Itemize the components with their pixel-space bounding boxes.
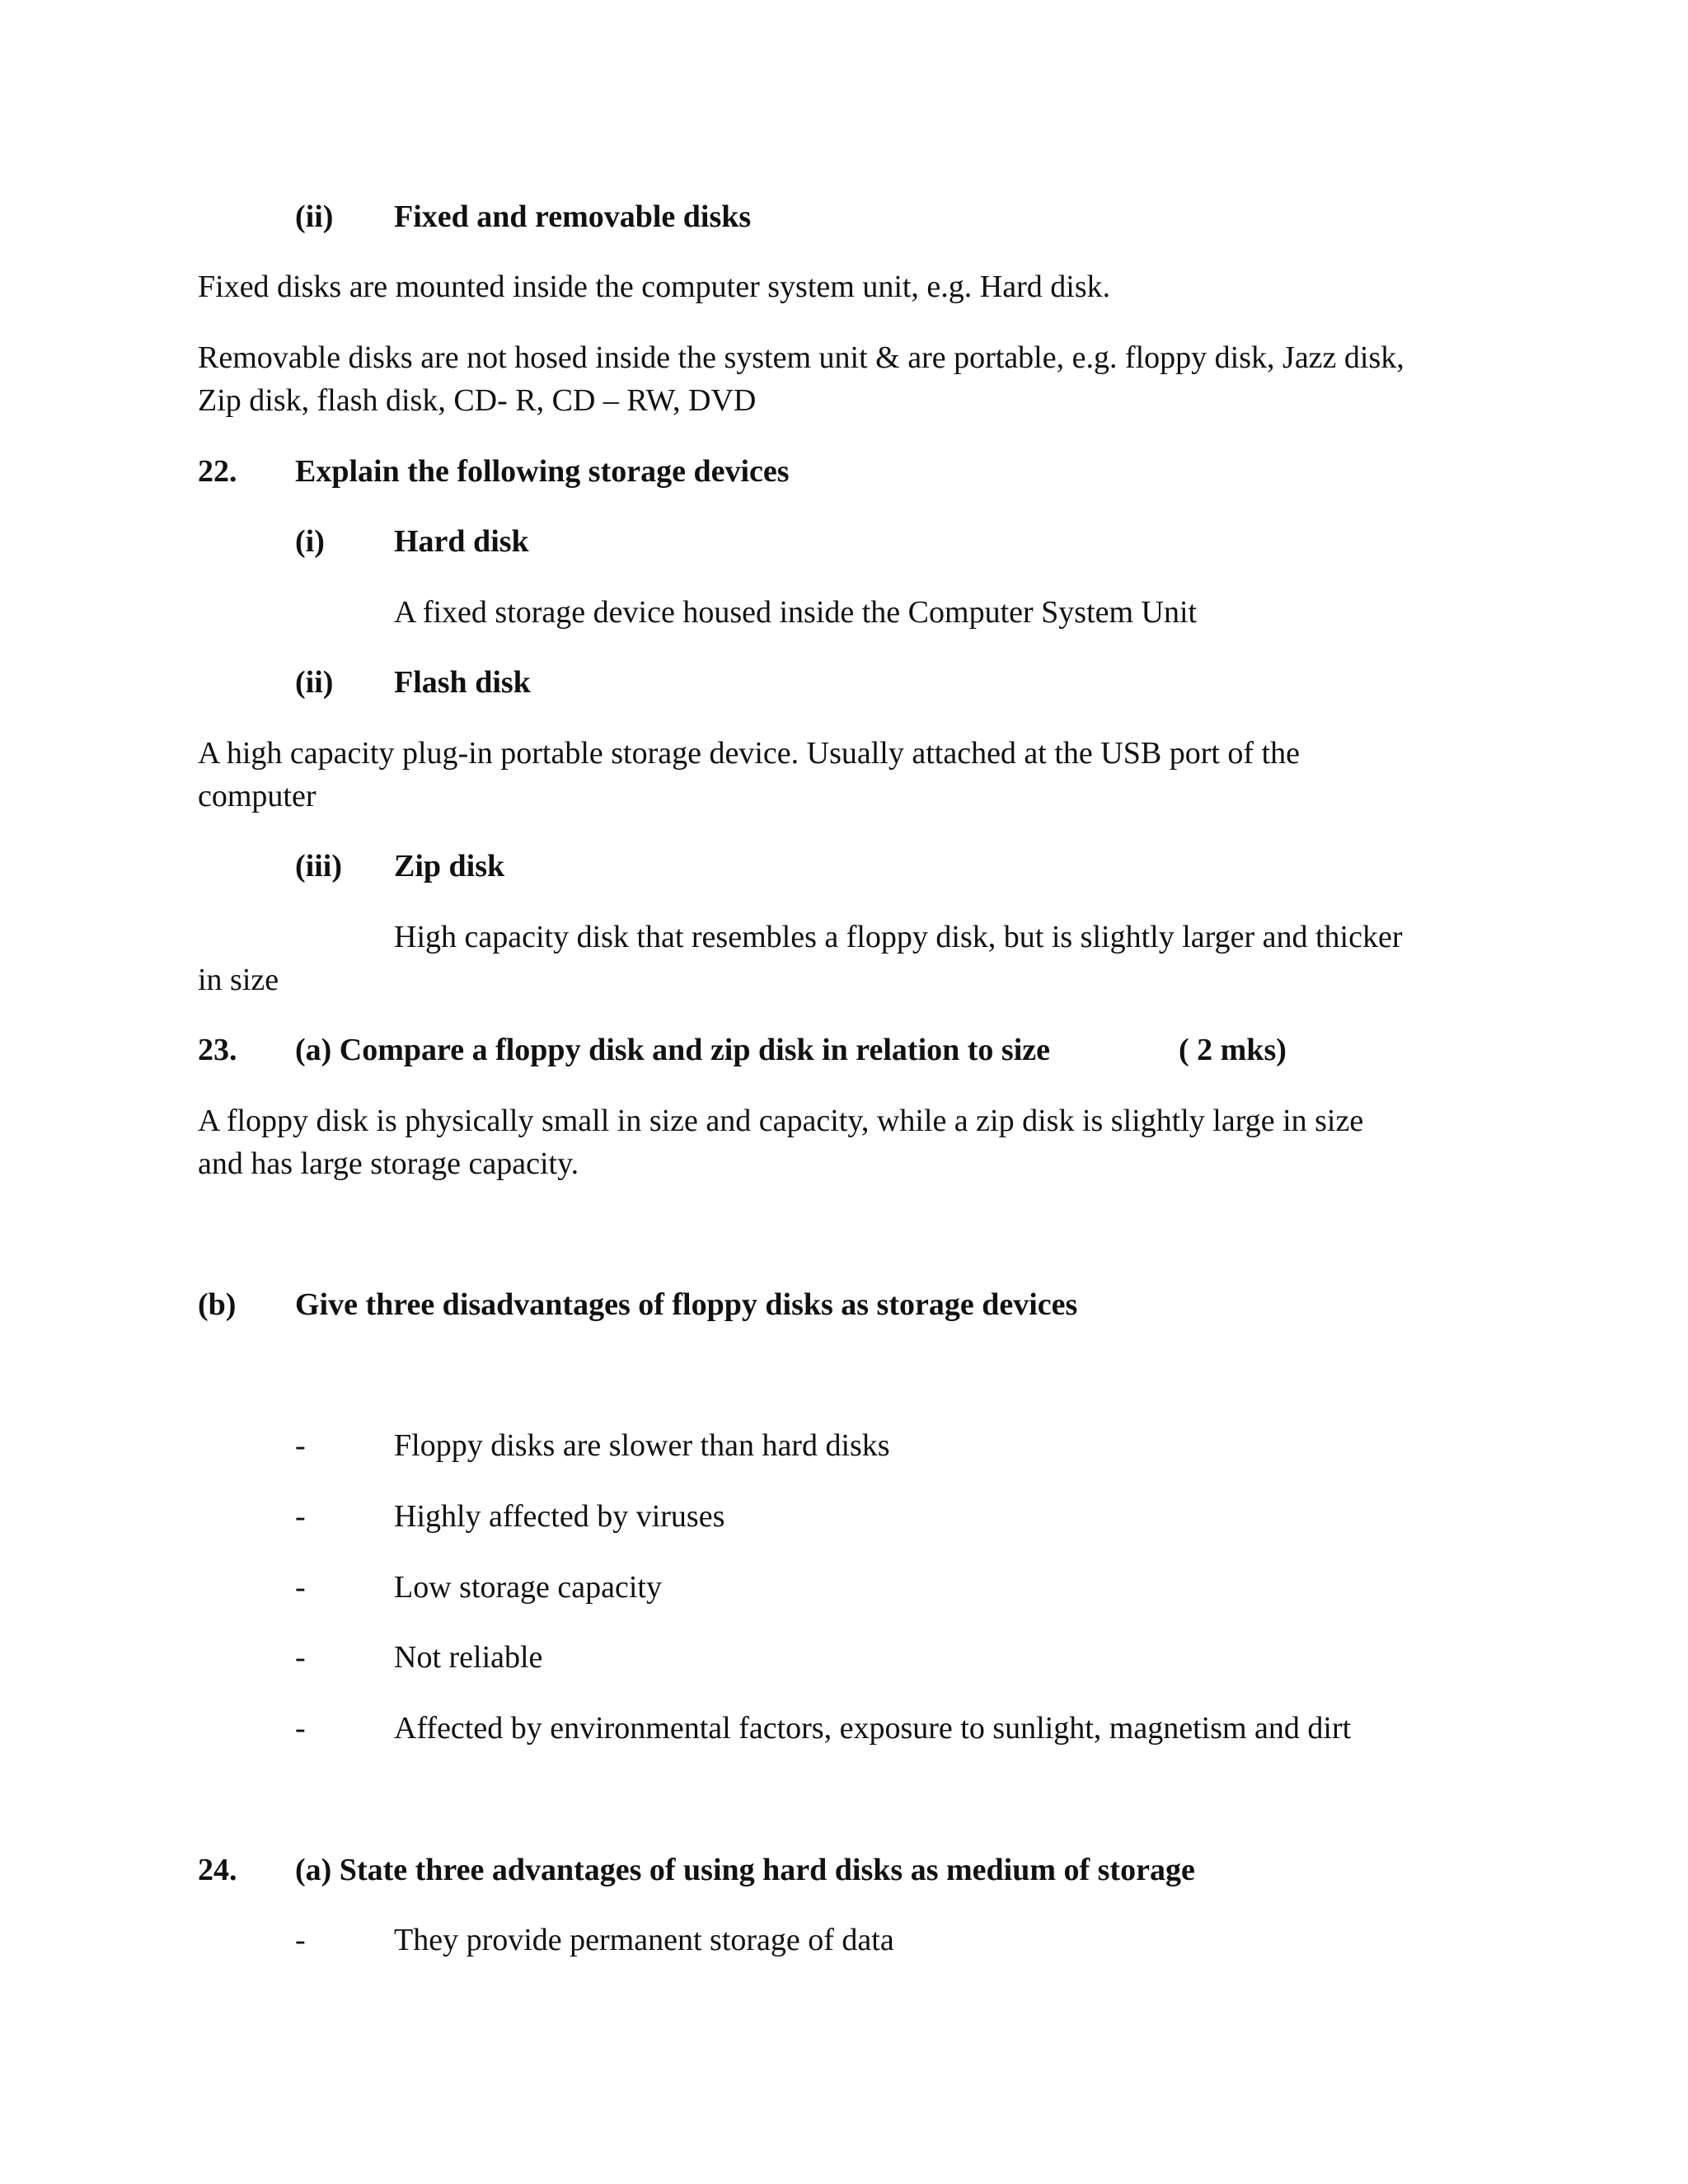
- answer-text: in size: [198, 963, 279, 997]
- answer-text: A fixed storage device housed inside the Computer System Unit: [394, 595, 1198, 630]
- paragraph: Fixed disks are mounted inside the computer system unit, e.g. Hard disk.: [198, 269, 1111, 304]
- item-heading: Fixed and removable disks: [394, 199, 752, 234]
- list-item: They provide permanent storage of data: [394, 1923, 894, 1957]
- question-number: 24.: [198, 1853, 237, 1887]
- item-number: (i): [295, 524, 325, 559]
- question-text: (a) Compare a floppy disk and zip disk in relation to size: [295, 1033, 1050, 1067]
- answer-text: computer: [198, 779, 316, 813]
- item-heading: Hard disk: [394, 524, 529, 559]
- list-bullet: -: [295, 1923, 306, 1957]
- question-number: (b): [198, 1287, 237, 1322]
- list-bullet: -: [295, 1711, 306, 1746]
- question-number: 23.: [198, 1033, 237, 1067]
- question-text: (a) State three advantages of using hard disks as medium of storage: [295, 1853, 1195, 1887]
- list-bullet: -: [295, 1499, 306, 1534]
- item-number: (iii): [295, 849, 342, 883]
- item-heading: Zip disk: [394, 849, 505, 883]
- list-item: Highly affected by viruses: [394, 1499, 725, 1534]
- answer-text: A high capacity plug-in portable storage device. Usually attached at the USB port of the: [198, 736, 1300, 771]
- list-bullet: -: [295, 1428, 306, 1463]
- list-bullet: -: [295, 1640, 306, 1675]
- paragraph: Removable disks are not hosed inside the system unit & are portable, e.g. floppy disk, Jazz disk,: [198, 340, 1404, 375]
- list-item: Not reliable: [394, 1640, 543, 1675]
- list-item: Floppy disks are slower than hard disks: [394, 1428, 890, 1463]
- list-item: Affected by environmental factors, exposure to sunlight, magnetism and dirt: [394, 1711, 1352, 1746]
- answer-text: A floppy disk is physically small in size and capacity, while a zip disk is slightly large in size: [198, 1104, 1364, 1138]
- question-text: Explain the following storage devices: [295, 454, 790, 489]
- question-number: 22.: [198, 454, 237, 489]
- list-bullet: -: [295, 1570, 306, 1605]
- item-number: (ii): [295, 665, 334, 700]
- question-text: Give three disadvantages of floppy disks as storage devices: [295, 1287, 1078, 1322]
- marks-label: ( 2 mks): [1179, 1033, 1287, 1067]
- paragraph: Zip disk, flash disk, CD- R, CD – RW, DVD: [198, 383, 757, 418]
- item-heading: Flash disk: [394, 665, 531, 700]
- answer-text: High capacity disk that resembles a floppy disk, but is slightly larger and thicker: [394, 920, 1403, 954]
- list-item: Low storage capacity: [394, 1570, 662, 1605]
- answer-text: and has large storage capacity.: [198, 1146, 579, 1181]
- item-number: (ii): [295, 199, 334, 234]
